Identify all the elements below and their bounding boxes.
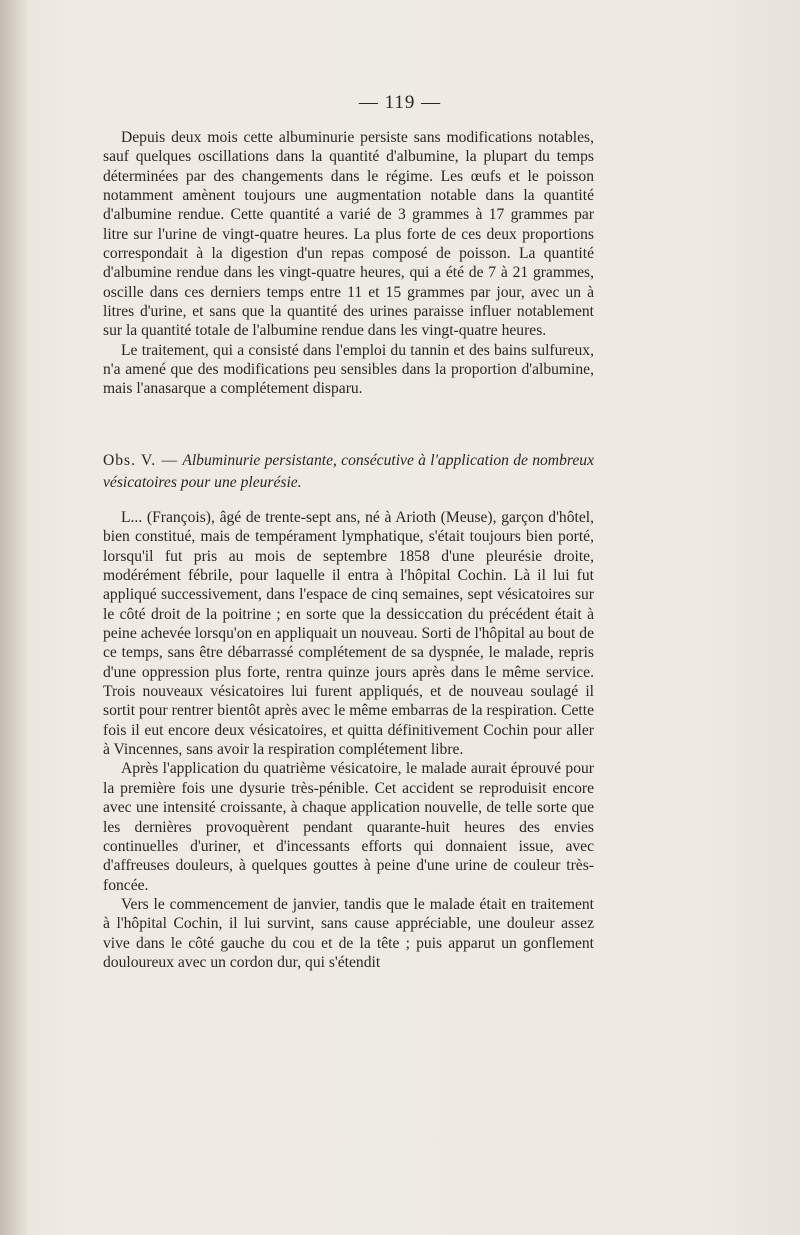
spine-shadow xyxy=(0,0,28,1235)
page-number: — 119 — xyxy=(358,92,442,113)
paragraph: L... (François), âgé de trente-sept ans, né à Arioth (Meuse), garçon d'hôtel, bien constitué, mais de tempérament lymphatique, s'était toujours bien porté, lorsqu'il fut pris au mois de septembre 1858 d'une pleurésie droite, modérément fébrile, pour laquelle il entra à l'hôpital Cochin. Là il lui fut appliqué successivement, dans l'espace de cinq semaines, sept vésicatoires sur le côté droit de la poitrine ; en sorte que la dessiccation du précédent était à peine achevée lorsqu'on en appliquait un nouveau. Sorti de l'hôpital au bout de ce temps, sans être débarrassé complétement de sa dyspnée, le malade, repris d'une oppression plus forte, rentra quinze jours après dans le même service. Trois nouveaux vésicatoires lui furent appliqués, et de nouveau soulagé il sortit pour rentrer bientôt après avec le même embarras de la respiration. Cette fois il eut encore deux vésicatoires, et quitta définitivement Cochin pour aller à Vincennes, sans avoir la respiration complétement libre. xyxy=(103,509,594,759)
observation-heading xyxy=(103,450,594,494)
section-2-text xyxy=(103,508,594,972)
observation-label: Obs. V. — xyxy=(103,452,179,469)
section-1-text xyxy=(103,128,594,399)
observation-title: Albuminurie persistante, consécutive à l'application de nombreux vésicatoires pour une pleurésie. xyxy=(103,452,594,491)
paragraph: Le traitement, qui a consisté dans l'emploi du tannin et des bains sulfureux, n'a amené que des modifications peu sensibles dans la proportion d'albumine, mais l'anasarque a complétement disparu. xyxy=(103,341,594,398)
paragraph: Depuis deux mois cette albuminurie persiste sans modifications notables, sauf quelques oscillations dans la quantité d'albumine, la plupart du temps déterminées par des changements dans le régime. Les œufs et le poisson notamment amènent toujours une augmentation notable dans la quantité d'albumine rendue. Cette quantité a varié de 3 grammes à 17 grammes par litre sur l'urine de vingt-quatre heures. La plus forte de ces deux proportions correspondait à la digestion d'un repas composé de poisson. La quantité d'albumine rendue dans les vingt-quatre heures, qui a été de 7 à 21 grammes, oscille dans ces derniers temps entre 11 et 15 grammes par jour, avec un à litres d'urine, et sans que la quantité des urines paraisse influer notablement sur la quantité totale de l'albumine rendue dans les vingt-quatre heures. xyxy=(103,129,594,340)
paragraph: Après l'application du quatrième vésicatoire, le malade aurait éprouvé pour la première fois une dysurie très-pénible. Cet accident se reproduisit encore avec une intensité croissante, à chaque application nouvelle, de telle sorte que les dernières provoquèrent pendant quarante-huit heures des envies continuelles d'uriner, et d'incessants efforts qui donnaient issue, avec d'affreuses douleurs, à quelques gouttes à peine d'une urine de couleur très-foncée. xyxy=(103,760,594,894)
paragraph: Vers le commencement de janvier, tandis que le malade était en traitement à l'hôpital Cochin, il lui survint, sans cause appréciable, une douleur assez vive dans le côté gauche du cou et de la tête ; puis apparut un gonflement douloureux avec un cordon dur, qui s'étendit xyxy=(103,895,594,971)
